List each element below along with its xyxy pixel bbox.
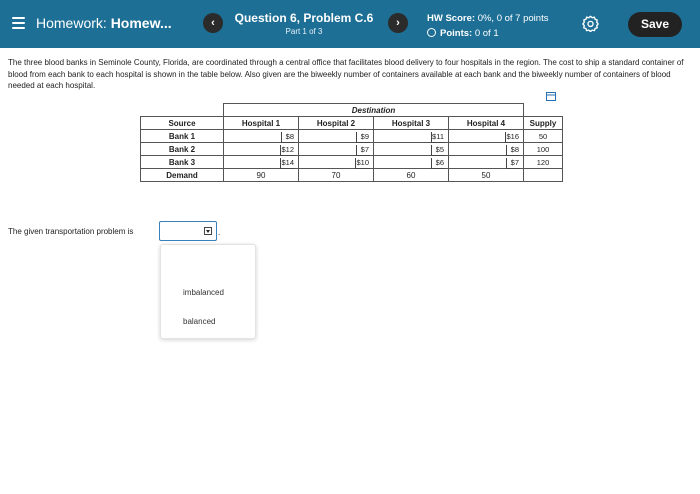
cost-value: $10: [356, 158, 369, 167]
hw-score-label: HW Score:: [427, 13, 476, 24]
homework-prefix: Homework:: [36, 15, 111, 31]
cost-cell: [449, 143, 524, 156]
supply-header: Supply: [524, 117, 563, 130]
question-text: The given transportation problem is: [8, 227, 134, 236]
cost-cell: [299, 143, 374, 156]
destination-header: Destination: [224, 104, 524, 117]
points-label: Points:: [440, 28, 473, 39]
cost-cell: [374, 130, 449, 143]
table-row: [141, 130, 563, 143]
homework-title[interactable]: [36, 15, 172, 31]
dropdown-menu: [160, 244, 256, 339]
cost-value: $12: [281, 145, 294, 154]
gear-icon[interactable]: [582, 15, 599, 32]
bank-name: Bank 1: [141, 130, 224, 143]
cost-cell: [374, 156, 449, 169]
cost-value: $9: [356, 132, 370, 143]
supply-value: 120: [524, 156, 563, 169]
cost-value: $7: [506, 158, 520, 169]
hospital-header: Hospital 4: [449, 117, 524, 130]
cost-value: $11: [432, 132, 444, 141]
menu-icon[interactable]: [12, 17, 25, 29]
problem-type-select[interactable]: [159, 221, 217, 241]
cost-cell: [299, 156, 374, 169]
bank-name: Bank 2: [141, 143, 224, 156]
option-imbalanced[interactable]: imbalanced: [183, 288, 224, 297]
problem-text: The three blood banks in Seminole County, Florida, are coordinated through a central office that facilitates blood delivery to four hospitals in the region. The cost to ship a standard container of blood from each bank to each hospital is shown in the table below. Also given are the biweekly number of containers available at each bank and the biweekly number of containers of blood needed at each hospital.: [8, 58, 684, 90]
bank-name: Bank 3: [141, 156, 224, 169]
next-question-button[interactable]: ›: [388, 13, 408, 33]
top-bar: [0, 0, 700, 48]
question-title: Question 6, Problem C.6: [234, 11, 374, 25]
table-corner: [141, 104, 224, 117]
demand-value: 70: [299, 169, 374, 182]
hospital-header: Hospital 1: [224, 117, 299, 130]
cost-value: $7: [356, 145, 370, 156]
copy-table-icon[interactable]: [546, 92, 556, 101]
previous-question-button[interactable]: ‹: [203, 13, 223, 33]
cost-value: $14: [281, 158, 294, 167]
points-value: 0 of 1: [474, 28, 499, 39]
cost-value: $8: [281, 132, 295, 143]
hospital-header: Hospital 3: [374, 117, 449, 130]
points: [427, 28, 499, 39]
table-row: [141, 156, 563, 169]
homework-name: Homew...: [110, 15, 172, 31]
demand-value: 60: [374, 169, 449, 182]
cost-cell: [224, 156, 299, 169]
transportation-table: [140, 103, 563, 182]
cost-cell: [374, 143, 449, 156]
table-row: [141, 169, 563, 182]
table-corner-right: [524, 104, 563, 117]
cost-cell: [299, 130, 374, 143]
cost-cell: [224, 143, 299, 156]
save-button[interactable]: Save: [628, 12, 682, 37]
supply-value: 50: [524, 130, 563, 143]
cost-value: $16: [506, 132, 519, 141]
demand-value: 90: [224, 169, 299, 182]
hw-score-value: 0%, 0 of 7 points: [477, 13, 549, 24]
source-header: Source: [141, 117, 224, 130]
hw-score: [427, 13, 548, 24]
demand-value: 50: [449, 169, 524, 182]
dropdown-arrow-icon[interactable]: [204, 227, 212, 235]
demand-supply-blank: [524, 169, 563, 182]
supply-value: 100: [524, 143, 563, 156]
table-row: [141, 143, 563, 156]
question-part: Part 1 of 3: [285, 27, 323, 36]
option-balanced[interactable]: balanced: [183, 317, 216, 326]
points-circle-icon: [427, 28, 436, 37]
cost-cell: [449, 156, 524, 169]
cost-cell: [449, 130, 524, 143]
cost-value: $6: [431, 158, 445, 169]
hospital-header: Hospital 2: [299, 117, 374, 130]
cost-cell: [224, 130, 299, 143]
cost-value: $5: [431, 145, 445, 156]
demand-label: Demand: [141, 169, 224, 182]
question-period: .: [218, 228, 221, 237]
cost-value: $8: [506, 145, 520, 156]
